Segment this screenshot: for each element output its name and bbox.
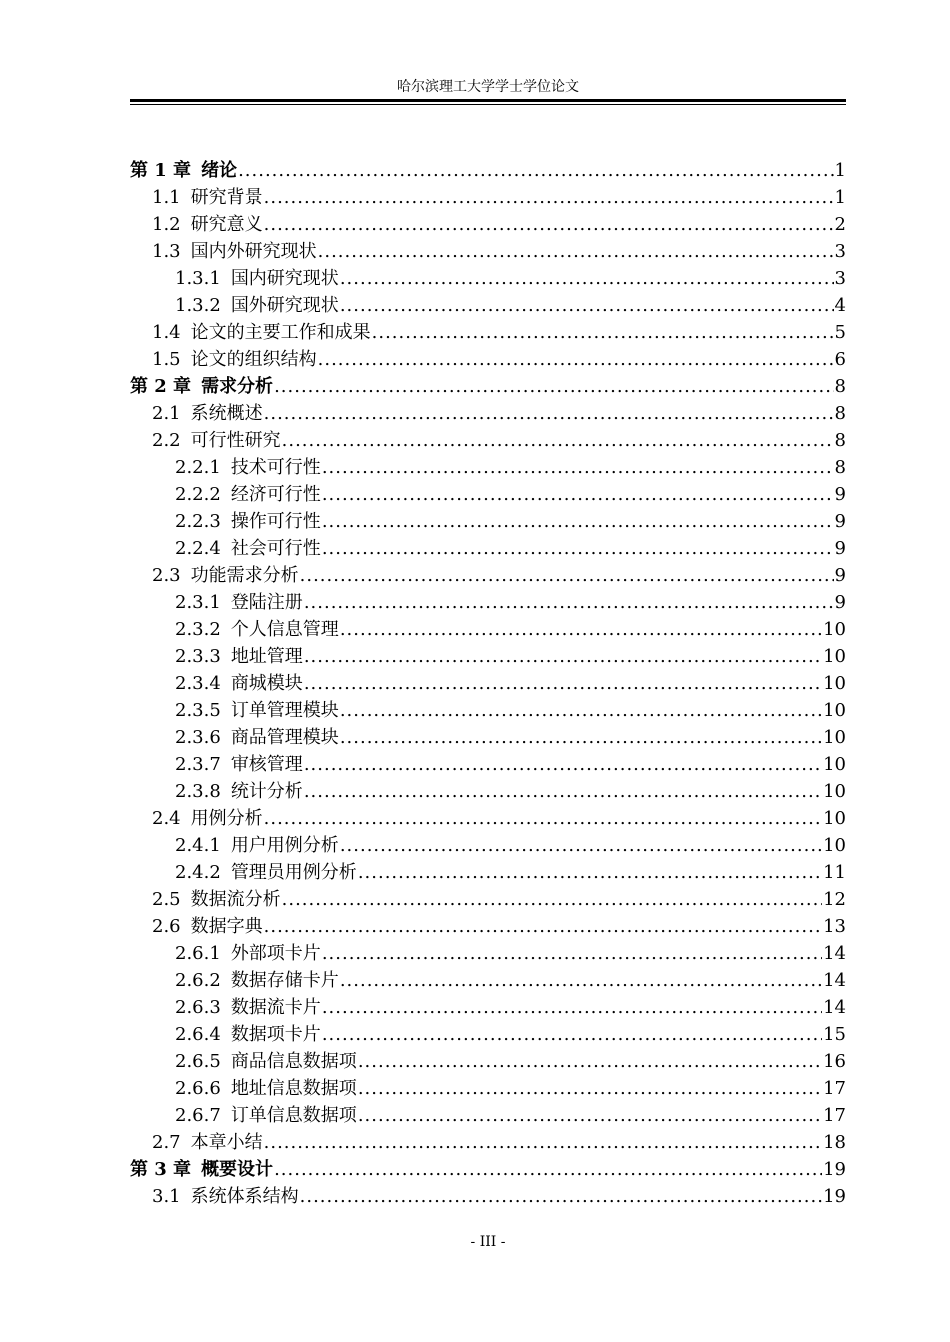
toc-dot-leader [322,535,834,562]
toc-entry-label [152,400,263,427]
toc-entry[interactable] [130,373,846,400]
toc-entry-title: 研究背景 [190,187,263,208]
toc-entry-number: 2.1 [152,403,181,424]
toc-entry[interactable] [130,616,846,643]
toc-entry-label [152,319,371,346]
toc-entry-title: 国外研究现状 [230,295,339,316]
toc-dot-leader [304,778,822,805]
toc-entry-label [175,265,339,292]
toc-dot-leader [340,832,822,859]
toc-entry-page: 14 [823,997,846,1018]
toc-entry-number: 2.3.6 [175,727,221,748]
toc-dot-leader [238,157,833,184]
toc-entry[interactable] [130,940,846,967]
toc-entry-page: 10 [823,754,846,775]
toc-entry-number: 2.6.2 [175,970,221,991]
toc-entry[interactable] [130,886,846,913]
toc-entry-title: 地址管理 [230,646,303,667]
toc-entry-page: 3 [834,268,846,289]
toc-entry-title: 数据字典 [190,916,263,937]
toc-entry-page: 14 [823,970,846,991]
toc-entry-number: 第 2 章 [130,376,192,397]
toc-entry[interactable] [130,859,846,886]
toc-entry-title: 地址信息数据项 [230,1078,357,1099]
toc-entry-number: 2.2 [152,430,181,451]
toc-entry[interactable] [130,1021,846,1048]
toc-entry-page: 10 [823,646,846,667]
toc-entry-title: 统计分析 [230,781,303,802]
toc-entry-page: 13 [823,916,846,937]
toc-entry[interactable] [130,1075,846,1102]
toc-entry[interactable] [130,1048,846,1075]
toc-entry-page: 1 [834,160,846,181]
toc-entry-page: 15 [823,1024,846,1045]
running-header-title: 哈尔滨理工大学学士学位论文 [397,79,579,95]
toc-entry-page: 4 [834,295,846,316]
toc-dot-leader [322,508,834,535]
toc-dot-leader [318,238,834,265]
toc-entry-number: 3.1 [152,1186,181,1207]
toc-entry-page: 10 [823,619,846,640]
toc-entry-number: 1.3.2 [175,295,221,316]
toc-dot-leader [372,319,834,346]
toc-entry-label [175,724,339,751]
toc-dot-leader [340,724,822,751]
toc-entry-page: 16 [823,1051,846,1072]
toc-entry-number: 2.4 [152,808,181,829]
toc-entry-title: 研究意义 [190,214,263,235]
toc-entry-page: 9 [834,511,846,532]
toc-entry-page: 5 [834,322,846,343]
toc-entry[interactable] [130,184,846,211]
toc-entry-label [130,373,273,400]
toc-entry-page: 9 [834,565,846,586]
toc-dot-leader [340,967,822,994]
toc-entry-label [175,778,303,805]
toc-entry-number: 1.2 [152,214,181,235]
toc-entry-title: 技术可行性 [230,457,321,478]
toc-entry-label [175,697,339,724]
toc-entry-title: 审核管理 [230,754,303,775]
toc-entry-label [152,211,263,238]
toc-entry-number: 1.4 [152,322,181,343]
footer-page-number: - III - [470,1234,506,1250]
toc-entry-page: 2 [834,214,846,235]
toc-entry-title: 商品管理模块 [230,727,339,748]
toc-entry-page: 12 [823,889,846,910]
toc-entry[interactable] [130,319,846,346]
toc-entry-label [130,1156,273,1183]
header-rule-thin [130,104,846,105]
toc-entry-label [175,1021,321,1048]
toc-entry-page: 6 [834,349,846,370]
toc-dot-leader [264,184,834,211]
header-rule-thick [130,99,846,102]
toc-entry[interactable] [130,238,846,265]
toc-entry-label [175,481,321,508]
toc-entry-label [152,427,281,454]
toc-entry-title: 功能需求分析 [190,565,299,586]
toc-entry-title: 国内研究现状 [230,268,339,289]
toc-entry-label [175,643,303,670]
toc-entry-title: 经济可行性 [230,484,321,505]
toc-entry-page: 10 [823,727,846,748]
toc-entry-page: 8 [834,376,846,397]
toc-entry-title: 订单信息数据项 [230,1105,357,1126]
toc-entry[interactable] [130,535,846,562]
toc-entry-label [175,670,303,697]
toc-dot-leader [264,400,834,427]
toc-entry-page: 19 [823,1186,846,1207]
toc-entry-title: 数据流卡片 [230,997,321,1018]
toc-entry-page: 9 [834,538,846,559]
toc-entry-label [175,832,339,859]
toc-entry-number: 2.6.1 [175,943,221,964]
table-of-contents [130,157,846,1210]
toc-dot-leader [264,805,822,832]
toc-entry[interactable] [130,211,846,238]
toc-entry-page: 18 [823,1132,846,1153]
toc-entry-label [175,1075,357,1102]
toc-dot-leader [300,562,834,589]
toc-entry-title: 国内外研究现状 [190,241,317,262]
toc-entry-number: 2.3.7 [175,754,221,775]
toc-entry-page: 14 [823,943,846,964]
toc-dot-leader [274,373,833,400]
toc-entry-page: 10 [823,808,846,829]
toc-entry[interactable] [130,778,846,805]
toc-entry-label [152,184,263,211]
toc-entry-number: 2.2.2 [175,484,221,505]
toc-entry[interactable] [130,1102,846,1129]
toc-entry[interactable] [130,157,846,184]
toc-entry-title: 数据存储卡片 [230,970,339,991]
toc-entry-title: 社会可行性 [230,538,321,559]
toc-entry[interactable] [130,913,846,940]
toc-entry-title: 外部项卡片 [230,943,321,964]
toc-entry[interactable] [130,589,846,616]
toc-entry[interactable] [130,481,846,508]
toc-dot-leader [340,265,834,292]
toc-entry[interactable] [130,994,846,1021]
toc-entry-page: 17 [823,1078,846,1099]
toc-entry-label [152,886,281,913]
toc-dot-leader [274,1156,822,1183]
toc-entry-title: 论文的组织结构 [190,349,317,370]
toc-entry-title: 登陆注册 [230,592,303,613]
toc-entry-title: 需求分析 [201,376,274,397]
toc-dot-leader [304,670,822,697]
toc-dot-leader [282,427,834,454]
toc-entry[interactable] [130,805,846,832]
toc-entry-number: 2.3.5 [175,700,221,721]
toc-entry-number: 2.4.2 [175,862,221,883]
toc-entry-number: 1.3 [152,241,181,262]
toc-entry-number: 2.6.7 [175,1105,221,1126]
toc-entry-number: 2.2.1 [175,457,221,478]
toc-entry-number: 2.6.4 [175,1024,221,1045]
toc-entry-label [152,346,317,373]
toc-entry-page: 8 [834,457,846,478]
toc-entry-title: 可行性研究 [190,430,281,451]
toc-entry[interactable] [130,643,846,670]
toc-entry-page: 9 [834,592,846,613]
toc-entry-label [175,967,339,994]
toc-dot-leader [318,346,834,373]
toc-entry-page: 10 [823,835,846,856]
toc-entry[interactable] [130,751,846,778]
toc-entry[interactable] [130,670,846,697]
toc-entry-label [175,535,321,562]
toc-dot-leader [304,643,822,670]
toc-entry-page: 10 [823,673,846,694]
toc-entry-title: 数据流分析 [190,889,281,910]
toc-dot-leader [358,859,822,886]
toc-entry-number: 第 3 章 [130,1159,192,1180]
toc-dot-leader [322,454,834,481]
toc-entry-label [152,1129,263,1156]
toc-dot-leader [322,940,822,967]
toc-entry-title: 论文的主要工作和成果 [190,322,371,343]
toc-entry-number: 2.7 [152,1132,181,1153]
toc-dot-leader [340,697,822,724]
toc-entry[interactable] [130,508,846,535]
toc-entry-title: 个人信息管理 [230,619,339,640]
toc-entry-number: 2.3.8 [175,781,221,802]
toc-dot-leader [340,292,834,319]
toc-entry-label [130,157,237,184]
toc-entry-label [175,859,357,886]
toc-entry[interactable] [130,346,846,373]
toc-entry-page: 9 [834,484,846,505]
toc-entry-label [175,508,321,535]
toc-entry-page: 10 [823,700,846,721]
toc-entry-label [175,994,321,1021]
toc-entry-label [175,589,303,616]
toc-dot-leader [264,1129,822,1156]
toc-entry[interactable] [130,454,846,481]
toc-entry-number: 2.2.3 [175,511,221,532]
toc-entry-number: 2.6 [152,916,181,937]
toc-entry[interactable] [130,427,846,454]
toc-entry-label [175,940,321,967]
toc-entry-number: 第 1 章 [130,160,192,181]
toc-entry[interactable] [130,967,846,994]
toc-entry-title: 概要设计 [201,1159,274,1180]
toc-entry-label [152,805,263,832]
toc-entry-title: 商城模块 [230,673,303,694]
toc-entry-page: 10 [823,781,846,802]
toc-entry-page: 8 [834,430,846,451]
toc-entry-number: 2.3 [152,565,181,586]
toc-dot-leader [340,616,822,643]
toc-entry-number: 2.2.4 [175,538,221,559]
toc-entry-number: 1.3.1 [175,268,221,289]
toc-entry[interactable] [130,724,846,751]
toc-entry[interactable] [130,400,846,427]
toc-entry-title: 数据项卡片 [230,1024,321,1045]
toc-entry-title: 绪论 [201,160,238,181]
toc-entry-label [152,1183,299,1210]
toc-entry-page: 1 [834,187,846,208]
toc-entry[interactable] [130,1156,846,1183]
toc-dot-leader [282,886,822,913]
toc-entry-title: 管理员用例分析 [230,862,357,883]
toc-dot-leader [358,1075,822,1102]
toc-entry-number: 1.1 [152,187,181,208]
toc-entry-page: 11 [823,862,846,883]
toc-entry-title: 本章小结 [190,1132,263,1153]
toc-entry-number: 2.3.1 [175,592,221,613]
toc-entry-number: 2.5 [152,889,181,910]
toc-dot-leader [304,589,834,616]
toc-entry-page: 17 [823,1105,846,1126]
toc-dot-leader [300,1183,822,1210]
toc-dot-leader [358,1048,822,1075]
toc-entry[interactable] [130,562,846,589]
toc-entry-label [152,913,263,940]
toc-entry-title: 商品信息数据项 [230,1051,357,1072]
toc-entry-label [175,454,321,481]
toc-entry-number: 2.4.1 [175,835,221,856]
toc-entry-title: 系统体系结构 [190,1186,299,1207]
toc-entry-number: 2.6.6 [175,1078,221,1099]
toc-dot-leader [322,1021,822,1048]
toc-entry-label [175,292,339,319]
toc-entry-page: 19 [823,1159,846,1180]
toc-entry-label [175,1048,357,1075]
toc-entry[interactable] [130,265,846,292]
toc-entry-label [152,238,317,265]
toc-entry-title: 用户用例分析 [230,835,339,856]
toc-entry-label [175,751,303,778]
toc-entry-page: 3 [834,241,846,262]
toc-entry[interactable] [130,292,846,319]
toc-entry-number: 2.6.3 [175,997,221,1018]
toc-entry[interactable] [130,832,846,859]
toc-dot-leader [322,994,822,1021]
toc-entry-number: 2.6.5 [175,1051,221,1072]
toc-entry[interactable] [130,1129,846,1156]
toc-entry-label [175,616,339,643]
toc-entry-number: 1.5 [152,349,181,370]
toc-entry[interactable] [130,697,846,724]
toc-entry-number: 2.3.4 [175,673,221,694]
toc-entry-number: 2.3.2 [175,619,221,640]
toc-dot-leader [304,751,822,778]
toc-entry-title: 用例分析 [190,808,263,829]
toc-dot-leader [358,1102,822,1129]
toc-dot-leader [264,913,822,940]
toc-entry[interactable] [130,1183,846,1210]
toc-dot-leader [264,211,834,238]
toc-entry-title: 订单管理模块 [230,700,339,721]
toc-entry-page: 8 [834,403,846,424]
toc-entry-number: 2.3.3 [175,646,221,667]
toc-entry-label [175,1102,357,1129]
toc-entry-title: 操作可行性 [230,511,321,532]
toc-entry-label [152,562,299,589]
toc-dot-leader [322,481,834,508]
toc-entry-title: 系统概述 [190,403,263,424]
